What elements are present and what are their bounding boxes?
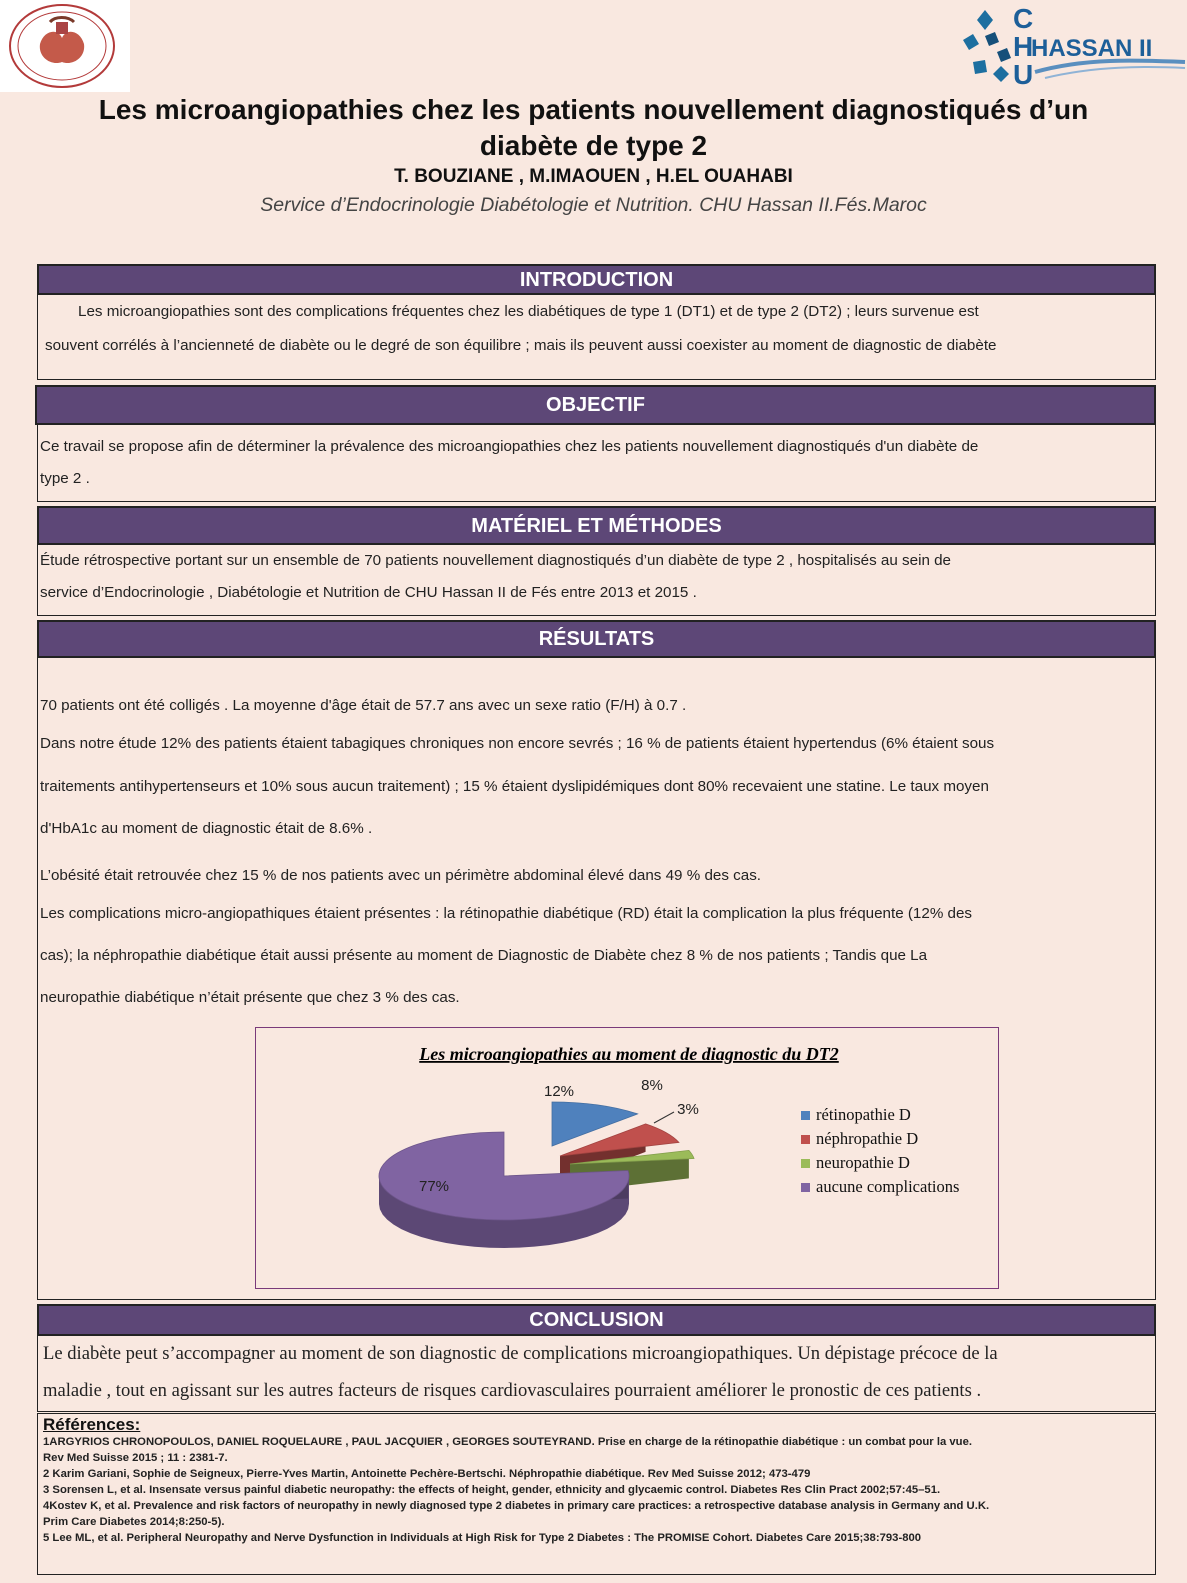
reference-item-4-cont: Prim Care Diabetes 2014;8:250-5).: [43, 1516, 225, 1528]
pie-data-label-aucune: 77%: [418, 1178, 450, 1195]
faculty-logo: [0, 0, 130, 92]
pie-data-label-neuropathie: 3%: [677, 1101, 699, 1118]
pie-data-label-retinopathie: 12%: [543, 1083, 575, 1100]
affiliation: Service d’Endocrinologie Diabétologie et Nutrition. CHU Hassan II.Fés.Maroc: [260, 194, 927, 216]
introduction-line-1: Les microangiopathies sont des complications fréquentes chez les diabétiques de type 1 (DT1) et de type 2 (DT2) ; leurs survenue est: [78, 303, 979, 320]
objectif-line-1: Ce travail se propose afin de déterminer la prévalence des microangiopathies chez les patients nouvellement diagnostiqués d'un diabète de: [40, 438, 979, 455]
chu-logo-icon: [955, 0, 1187, 92]
logo-letter-h: H: [1013, 31, 1034, 62]
reference-item-3: 3 Sorensen L, et al. Insensate versus painful diabetic neuropathy: the effects of height, gender, ethnicity and glycaemic control. Diabetes Res Clin Pract 2002;57:45–51.: [43, 1484, 941, 1496]
pie-chart: [256, 1028, 998, 1288]
pie-leader-line: [654, 1112, 674, 1123]
resultats-p2-line-2: traitements antihypertenseurs et 10% sous aucun traitement) ; 15 % étaient dyslipidémiques dont 80% recevaient une statine. Le taux moyen: [40, 778, 989, 795]
introduction-line-2: souvent corrélés à l’ancienneté de diabète ou le degré de son équilibre ; mais ils peuvent aussi coexister au moment de diagnostic de diabète: [45, 337, 997, 354]
authors: T. BOUZIANE , M.IMAOUEN , H.EL OUAHABI: [394, 166, 793, 187]
chart-title: Les microangiopathies au moment de diagnostic du DT2: [419, 1044, 839, 1064]
faculty-seal-icon: [0, 0, 130, 92]
resultats-p2-line-3: d'HbA1c au moment de diagnostic était de 8.6% .: [40, 820, 373, 837]
logo-hassan-text: HASSAN II: [1031, 35, 1153, 62]
title-line-2: diabète de type 2: [479, 130, 708, 161]
reference-item-2: 2 Karim Gariani, Sophie de Seigneux, Pierre-Yves Martin, Antoinette Pechère-Bertschi. Néphropathie diabétique. Rev Med Suisse 2012; 473-479: [43, 1468, 811, 1480]
resultats-p3: L’obésité était retrouvée chez 15 % de nos patients avec un périmètre abdominal élevé dans 49 % des cas.: [40, 867, 762, 884]
objectif-line-2: type 2 .: [40, 470, 90, 487]
logo-letter-u: U: [1013, 59, 1034, 90]
chu-hassan-logo: [955, 0, 1187, 92]
legend-swatch-retinopathie: [801, 1111, 810, 1120]
methodes-line-1: Étude rétrospective portant sur un ensemble de 70 patients nouvellement diagnostiqués d’un diabète de type 2 , hospitalisés au sein de: [40, 552, 952, 569]
logo-letter-c: C: [1013, 3, 1034, 34]
methodes-line-2: service d’Endocrinologie , Diabétologie et Nutrition de CHU Hassan II de Fés entre 2013 et 2015 .: [40, 584, 697, 601]
reference-item-1: 1ARGYRIOS CHRONOPOULOS, DANIEL ROQUELAURE , PAUL JACQUIER , GEORGES SOUTEYRAND. Prise en charge de la rétinopathie diabétique : un combat pour la vue.: [43, 1436, 972, 1448]
methodes-heading: MATÉRIEL ET MÉTHODES: [37, 506, 1156, 545]
reference-item-1-cont: Rev Med Suisse 2015 ; 11 : 2381-7.: [43, 1452, 228, 1464]
conclusion-heading: CONCLUSION: [37, 1304, 1156, 1336]
legend-label-neuropathie: neuropathie D: [816, 1153, 910, 1172]
resultats-p1: 70 patients ont été colligés . La moyenne d'âge était de 57.7 ans avec un sexe ratio (F/H) à 0.7 .: [40, 697, 687, 714]
poster-title: [20, 92, 1167, 164]
legend-label-retinopathie: rétinopathie D: [816, 1105, 911, 1124]
legend-label-aucune: aucune complications: [816, 1177, 960, 1196]
resultats-heading: RÉSULTATS: [37, 620, 1156, 658]
pie-chart-frame: [255, 1027, 999, 1289]
conclusion-line-1: Le diabète peut s’accompagner au moment de son diagnostic de complications microangiopathiques. Un dépistage précoce de la: [43, 1343, 998, 1364]
title-line-1: Les microangiopathies chez les patients nouvellement diagnostiqués d’un: [98, 94, 1089, 125]
resultats-p4-line-1: Les complications micro-angiopathiques étaient présentes : la rétinopathie diabétique (RD) était la complication la plus fréquente (12% des: [40, 905, 973, 922]
references-heading: Références:: [43, 1415, 141, 1434]
reference-item-4: 4Kostev K, et al. Prevalence and risk factors of neuropathy in newly diagnosed type 2 diabetes in primary care practices: a retrospective database analysis in Germany and U.K.: [43, 1500, 990, 1512]
legend-swatch-aucune: [801, 1183, 810, 1192]
resultats-p2-line-1: Dans notre étude 12% des patients étaient tabagiques chroniques non encore sevrés ; 16 % de patients étaient hypertendus (6% étaient sous: [40, 735, 995, 752]
reference-item-5: 5 Lee ML, et al. Peripheral Neuropathy and Nerve Dysfunction in Individuals at High Risk for Type 2 Diabetes : The PROMISE Cohort. Diabetes Care 2015;38:793-800: [43, 1532, 922, 1544]
objectif-heading: OBJECTIF: [35, 385, 1156, 425]
conclusion-line-2: maladie , tout en agissant sur les autres facteurs de risques cardiovasculaires pourraient améliorer le pronostic de ces patients .: [43, 1380, 982, 1401]
resultats-p4-line-2: cas); la néphropathie diabétique était aussi présente au moment de Diagnostic de Diabète chez 8 % de nos patients ; Tandis que La: [40, 947, 928, 964]
introduction-heading: INTRODUCTION: [37, 264, 1156, 295]
pie-data-label-nephropathie: 8%: [641, 1077, 663, 1094]
objectif-box: [37, 424, 1156, 502]
legend-swatch-neuropathie: [801, 1159, 810, 1168]
resultats-p4-line-3: neuropathie diabétique n’était présente que chez 3 % des cas.: [40, 989, 460, 1006]
legend-swatch-nephropathie: [801, 1135, 810, 1144]
legend-label-nephropathie: néphropathie D: [816, 1129, 919, 1148]
